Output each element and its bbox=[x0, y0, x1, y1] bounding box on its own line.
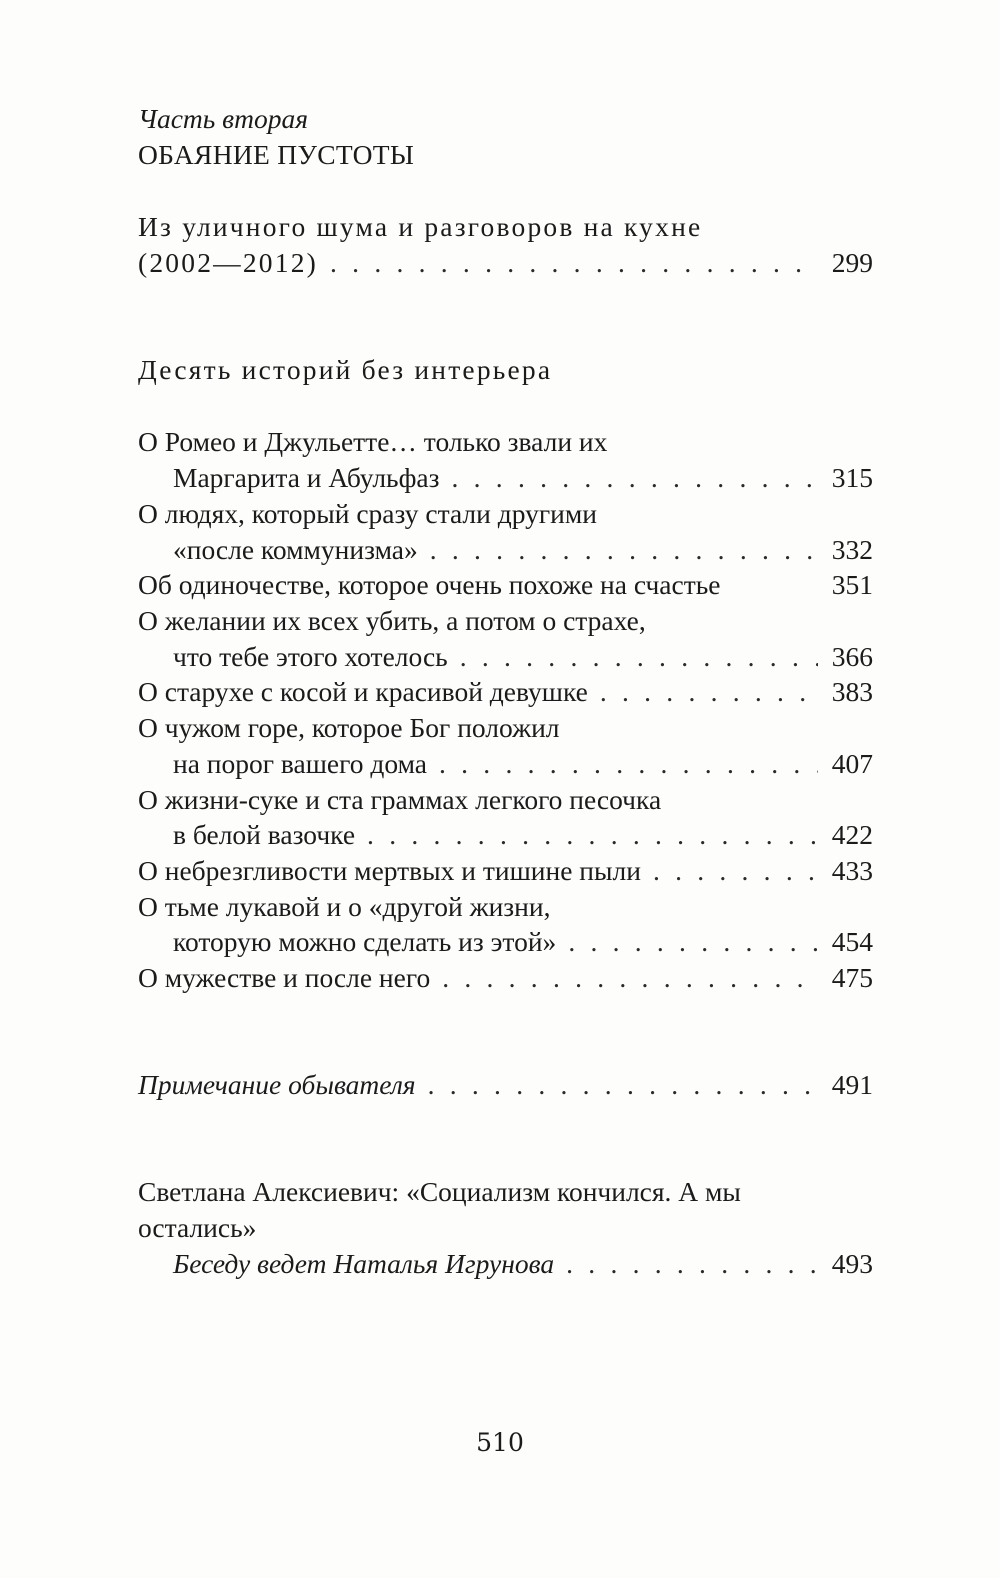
leader-dots bbox=[439, 746, 818, 782]
leader-dots bbox=[430, 532, 818, 568]
toc-entry[interactable] bbox=[138, 924, 873, 960]
page-number: 351 bbox=[831, 569, 873, 600]
section1-entry[interactable] bbox=[138, 245, 873, 281]
page-number: 366 bbox=[831, 641, 873, 672]
toc-entry-line1[interactable]: О жизни-суке и ста граммах легкого песочка bbox=[138, 784, 662, 815]
leader-dots bbox=[330, 245, 818, 281]
toc-entry[interactable] bbox=[138, 567, 873, 603]
leader-dots bbox=[428, 1067, 818, 1103]
toc-entry-line2: на порог вашего дома bbox=[173, 748, 427, 779]
note-entry[interactable] bbox=[138, 1067, 873, 1103]
page-number: 433 bbox=[831, 855, 873, 886]
interview-byline: Беседу ведет Наталья Игрунова bbox=[173, 1248, 555, 1279]
leader-dots bbox=[452, 460, 818, 496]
toc-entry[interactable] bbox=[138, 960, 873, 996]
page-number: 422 bbox=[831, 819, 873, 850]
part-title: ОБАЯНИЕ ПУСТОТЫ bbox=[138, 139, 415, 170]
page-number: 407 bbox=[831, 748, 873, 779]
leader-dots bbox=[367, 817, 818, 853]
toc-entry-line1[interactable]: О тьме лукавой и о «другой жизни, bbox=[138, 891, 551, 922]
toc-entry-line2: Маргарита и Абульфаз bbox=[173, 462, 440, 493]
interview-title-line1[interactable]: Светлана Алексиевич: «Социализм кончился. А мы bbox=[138, 1176, 741, 1207]
note-title: Примечание обывателя bbox=[138, 1069, 416, 1100]
toc-entry-line2: «после коммунизма» bbox=[173, 534, 418, 565]
page-number: 491 bbox=[831, 1069, 873, 1100]
toc-entry-line2: что тебе этого хотелось bbox=[173, 641, 448, 672]
part-label: Часть вторая bbox=[138, 103, 308, 134]
page-folio: 510 bbox=[476, 1428, 524, 1457]
leader-dots bbox=[566, 1246, 818, 1282]
page-number: 299 bbox=[831, 247, 873, 278]
toc-entry[interactable] bbox=[138, 639, 873, 675]
toc-entry-title: О старухе с косой и красивой девушке bbox=[138, 676, 588, 707]
toc-entry[interactable] bbox=[138, 674, 873, 710]
page-number: 332 bbox=[831, 534, 873, 565]
toc-entry-line1[interactable]: О чужом горе, которое Бог положил bbox=[138, 712, 560, 743]
leader-dots bbox=[600, 674, 818, 710]
leader-dots bbox=[442, 960, 818, 996]
section2-title: Десять историй без интерьера bbox=[138, 354, 553, 385]
toc-entry-line1[interactable]: О людях, который сразу стали другими bbox=[138, 498, 597, 529]
toc-entry[interactable] bbox=[138, 746, 873, 782]
section1-title-line2: (2002—2012) bbox=[138, 247, 319, 278]
page-number: 493 bbox=[831, 1248, 873, 1279]
leader-dots bbox=[460, 639, 818, 675]
toc-entry[interactable] bbox=[138, 532, 873, 568]
interview-entry[interactable] bbox=[138, 1246, 873, 1282]
page-number: 383 bbox=[831, 676, 873, 707]
page-number: 315 bbox=[831, 462, 873, 493]
page-number: 454 bbox=[831, 926, 873, 957]
toc-entry[interactable] bbox=[138, 817, 873, 853]
section1-title-line1: Из уличного шума и разговоров на кухне bbox=[138, 211, 703, 242]
toc-entry-title: О мужестве и после него bbox=[138, 962, 431, 993]
toc-entry-line2: в белой вазочке bbox=[173, 819, 356, 850]
toc-entry[interactable] bbox=[138, 853, 873, 889]
toc-entry[interactable] bbox=[138, 460, 873, 496]
interview-title-line2: остались» bbox=[138, 1212, 257, 1243]
leader-dots bbox=[568, 924, 817, 960]
toc-entry-line2: которую можно сделать из этой» bbox=[173, 926, 557, 957]
toc-entry-title: О небрезгливости мертвых и тишине пыли bbox=[138, 855, 641, 886]
toc-entry-line1[interactable]: О желании их всех убить, а потом о страхе, bbox=[138, 605, 646, 636]
leader-dots bbox=[653, 853, 818, 889]
toc-entry-line1[interactable]: О Ромео и Джульетте… только звали их bbox=[138, 426, 608, 457]
toc-entry-title: Об одиночестве, которое очень похоже на счастье bbox=[138, 569, 721, 600]
page-number: 475 bbox=[831, 962, 873, 993]
